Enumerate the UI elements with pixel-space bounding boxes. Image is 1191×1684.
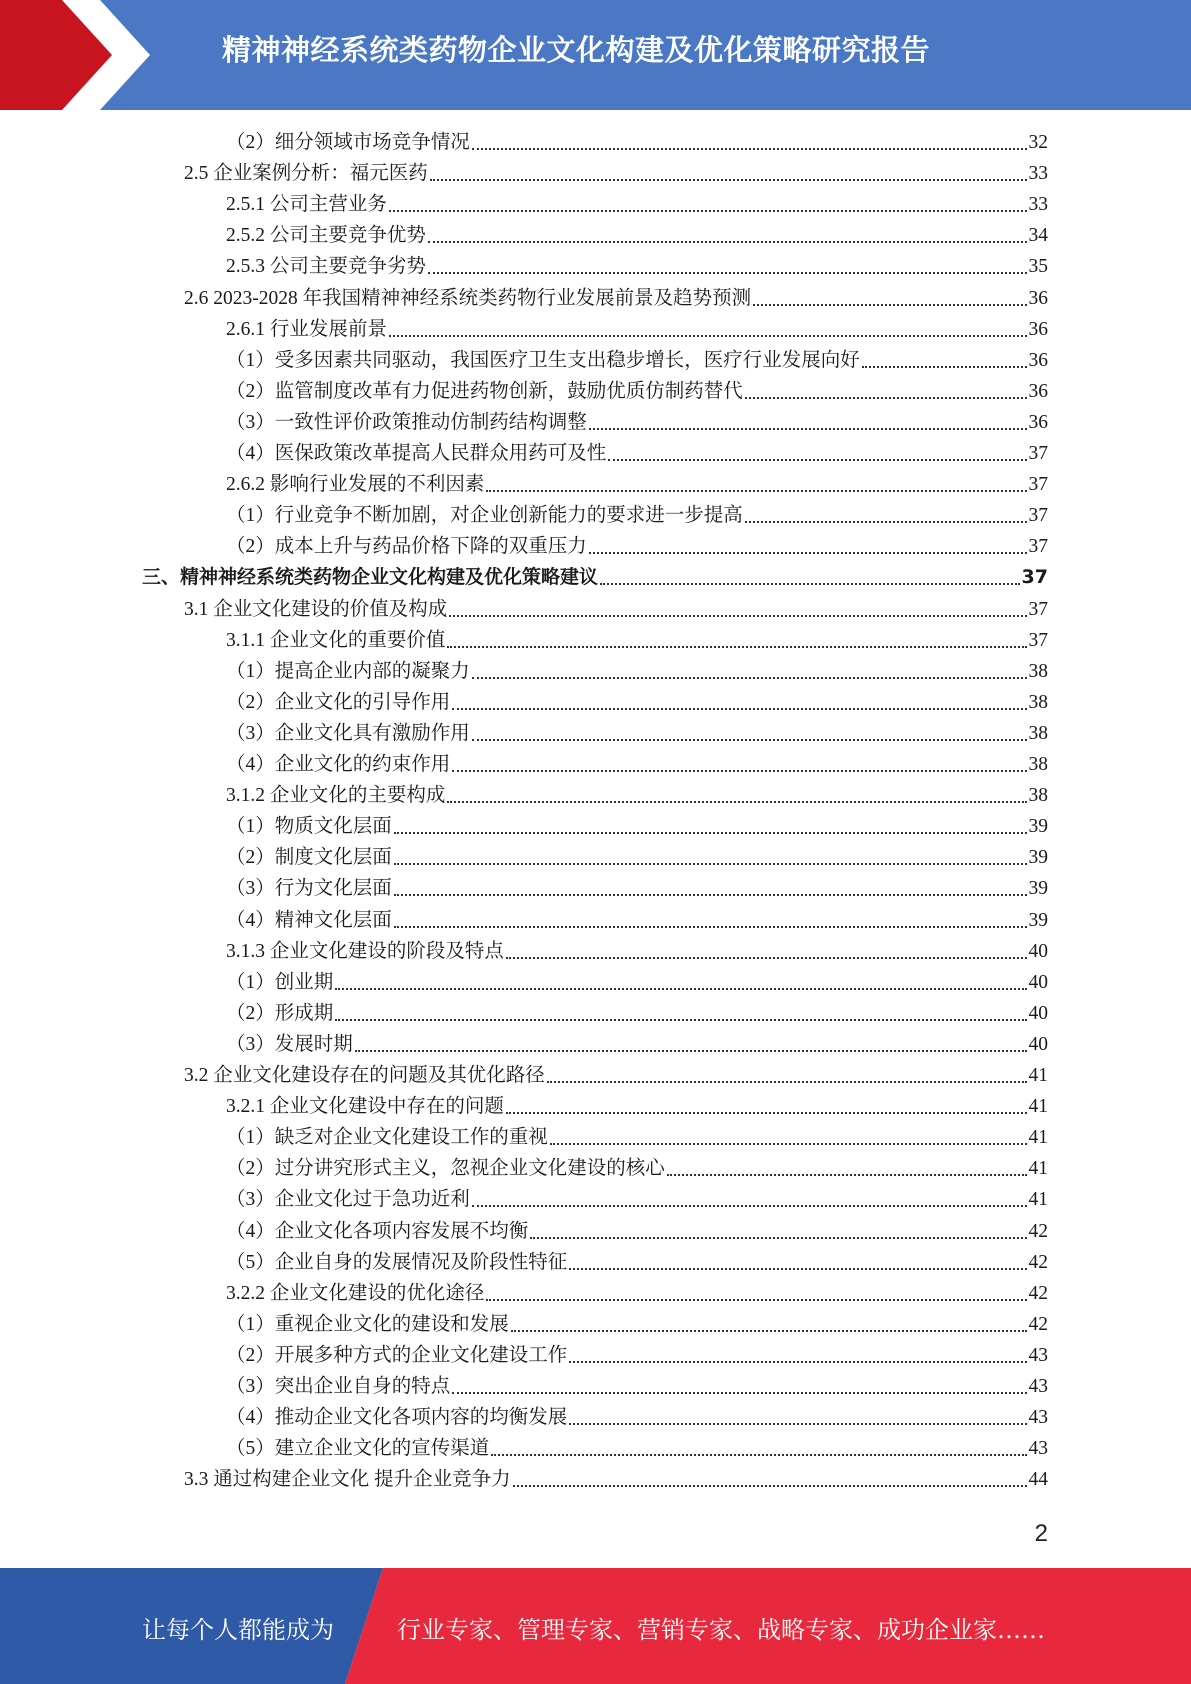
toc-entry[interactable]	[226, 749, 1048, 780]
toc-entry-label: （1）受多因素共同驱动，我国医疗卫生支出稳步增长，医疗行业发展向好	[226, 349, 860, 371]
toc-entry[interactable]	[142, 562, 1048, 593]
toc-leader-dots	[486, 1299, 1026, 1301]
toc-entry-page: 42	[1028, 1251, 1048, 1273]
toc-entry[interactable]	[226, 1122, 1048, 1153]
toc-entry-label: （3）突出企业自身的特点	[226, 1376, 451, 1397]
toc-entry[interactable]	[226, 469, 1048, 500]
toc-entry-page: 40	[1028, 940, 1048, 962]
toc-entry[interactable]	[226, 1216, 1048, 1247]
toc-entry-label: （1）缺乏对企业文化建设工作的重视	[226, 1127, 548, 1149]
toc-entry-label: 2.5.3 公司主要竞争劣势	[226, 256, 426, 278]
toc-entry-label: 3.1.3 企业文化建设的阶段及特点	[226, 940, 504, 962]
toc-leader-dots	[547, 1081, 1027, 1083]
toc-entry-page: 40	[1028, 1002, 1048, 1024]
toc-entry[interactable]	[226, 500, 1048, 531]
toc-entry[interactable]	[226, 531, 1048, 562]
toc-entry[interactable]	[226, 687, 1048, 718]
toc-entry[interactable]	[226, 220, 1048, 251]
toc-entry-label: （4）精神文化层面	[226, 909, 392, 931]
toc-entry-page: 33	[1028, 194, 1048, 216]
toc-entry-page: 42	[1028, 1220, 1048, 1242]
page-number: 2	[1034, 1520, 1048, 1547]
toc-entry[interactable]	[226, 842, 1048, 873]
toc-entry[interactable]	[226, 127, 1048, 158]
toc-leader-dots	[530, 1237, 1026, 1239]
toc-leader-dots	[506, 1112, 1027, 1114]
toc-entry-label: （3）一致性评价政策推动仿制药结构调整	[226, 411, 587, 433]
toc-entry[interactable]	[226, 967, 1048, 998]
toc-entry[interactable]	[226, 189, 1048, 220]
toc-entry-label: （2）制度文化层面	[226, 847, 392, 869]
toc-entry-label: （1）创业期	[226, 971, 334, 993]
toc-entry[interactable]	[226, 780, 1048, 811]
toc-leader-dots	[394, 894, 1027, 896]
toc-entry-label: 3.1.2 企业文化的主要构成	[226, 785, 446, 807]
toc-entry-label: 3.2 企业文化建设存在的问题及其优化路径	[184, 1065, 545, 1086]
toc-leader-dots	[447, 646, 1026, 648]
toc-leader-dots	[452, 770, 1026, 772]
toc-leader-dots	[355, 1050, 1027, 1052]
toc-entry[interactable]	[226, 1029, 1048, 1060]
footer-slogan-left: 让每个人都能成为	[142, 1616, 334, 1644]
toc-entry-label: 2.6 2023-2028 年我国精神神经系统类药物行业发展前景及趋势预测	[184, 287, 752, 309]
toc-entry[interactable]	[184, 1060, 1048, 1091]
toc-entry-page: 41	[1028, 1158, 1048, 1180]
toc-entry[interactable]	[226, 1433, 1048, 1464]
toc-entry-page: 39	[1028, 816, 1048, 838]
toc-leader-dots	[430, 179, 1027, 181]
toc-entry-page: 38	[1028, 691, 1048, 713]
toc-entry[interactable]	[226, 314, 1048, 345]
toc-leader-dots	[608, 459, 1026, 461]
toc-entry[interactable]	[184, 594, 1048, 625]
toc-entry-label: （3）发展时期	[226, 1033, 353, 1055]
toc-entry-page: 37	[1028, 474, 1048, 496]
toc-entry-page: 35	[1028, 256, 1048, 278]
toc-entry[interactable]	[226, 1340, 1048, 1371]
toc-entry-page: 38	[1028, 660, 1048, 682]
toc-entry-label: （2）形成期	[226, 1002, 334, 1024]
toc-leader-dots	[389, 335, 1027, 337]
toc-entry-label: （1）提高企业内部的凝聚力	[226, 660, 470, 682]
toc-entry-label: 3.1 企业文化建设的价值及构成	[184, 598, 448, 620]
toc-entry-page: 36	[1028, 349, 1048, 371]
toc-leader-dots	[452, 708, 1026, 710]
toc-entry-page: 34	[1028, 225, 1048, 247]
toc-entry-page: 39	[1028, 847, 1048, 869]
toc-entry-label: （5）建立企业文化的宣传渠道	[226, 1438, 490, 1460]
toc-entry-page: 32	[1028, 132, 1048, 153]
toc-entry[interactable]	[226, 1153, 1048, 1184]
toc-leader-dots	[491, 1454, 1026, 1456]
toc-leader-dots	[335, 988, 1026, 990]
toc-entry-label: （4）推动企业文化各项内容的均衡发展	[226, 1407, 568, 1429]
toc-entry-label: （4）医保政策改革提高人民群众用药可及性	[226, 443, 607, 464]
toc-entry[interactable]	[226, 438, 1048, 469]
toc-entry-page: 38	[1028, 722, 1048, 744]
toc-leader-dots	[745, 397, 1027, 399]
toc-leader-dots	[513, 1485, 1027, 1487]
toc-entry[interactable]	[226, 936, 1048, 967]
toc-entry-page: 42	[1028, 1313, 1048, 1335]
toc-leader-dots	[486, 490, 1026, 492]
toc-leader-dots	[569, 1361, 1026, 1363]
toc-entry-label: （4）企业文化各项内容发展不均衡	[226, 1220, 529, 1242]
toc-entry-page: 40	[1028, 1033, 1048, 1055]
toc-entry-page: 43	[1028, 1407, 1048, 1429]
toc-leader-dots	[428, 241, 1027, 243]
toc-entry[interactable]	[226, 1402, 1048, 1433]
toc-entry-label: 3.3 通过构建企业文化 提升企业竞争力	[184, 1469, 511, 1491]
toc-leader-dots	[394, 863, 1027, 865]
chevron-logo-icon	[0, 0, 160, 110]
toc-entry-label: （3）企业文化过于急功近利	[226, 1189, 470, 1211]
footer-banner	[0, 1568, 1191, 1684]
toc-entry[interactable]	[226, 1091, 1048, 1122]
toc-leader-dots	[511, 1330, 1027, 1332]
toc-entry-page: 43	[1028, 1376, 1048, 1397]
document-title: 精神神经系统类药物企业文化构建及优化策略研究报告	[222, 33, 931, 67]
toc-entry-page: 38	[1028, 785, 1048, 807]
toc-entry[interactable]	[226, 251, 1048, 282]
toc-entry-label: 2.6.2 影响行业发展的不利因素	[226, 474, 485, 496]
toc-leader-dots	[452, 1392, 1026, 1394]
toc-entry-label: （2）成本上升与药品价格下降的双重压力	[226, 536, 587, 558]
toc-entry[interactable]	[226, 376, 1048, 407]
toc-entry[interactable]	[226, 811, 1048, 842]
toc-leader-dots	[472, 739, 1027, 741]
toc-entry[interactable]	[226, 1309, 1048, 1340]
toc-entry-label: （2）企业文化的引导作用	[226, 691, 451, 713]
toc-entry-label: 2.5.2 公司主要竞争优势	[226, 225, 426, 247]
toc-entry-page: 36	[1028, 411, 1048, 433]
toc-leader-dots	[335, 1019, 1026, 1021]
toc-leader-dots	[753, 304, 1026, 306]
toc-leader-dots	[569, 1268, 1026, 1270]
toc-entry[interactable]	[226, 345, 1048, 376]
toc-entry[interactable]	[226, 998, 1048, 1029]
toc-entry-page: 37	[1028, 536, 1048, 558]
toc-entry-label: 3.2.2 企业文化建设的优化途径	[226, 1282, 485, 1304]
footer-slogan-right: 行业专家、管理专家、营销专家、战略专家、成功企业家……	[397, 1616, 1045, 1644]
toc-leader-dots	[394, 926, 1027, 928]
toc-entry-label: （2）细分领域市场竞争情况	[226, 132, 470, 153]
toc-entry-page: 43	[1028, 1344, 1048, 1366]
toc-leader-dots	[447, 801, 1026, 803]
toc-entry-page: 41	[1028, 1189, 1048, 1211]
toc-entry[interactable]	[226, 1371, 1048, 1402]
toc-entry-page: 39	[1028, 878, 1048, 900]
toc-entry-page: 37	[1028, 629, 1048, 651]
toc-leader-dots	[667, 1174, 1027, 1176]
toc-entry-page: 33	[1028, 163, 1048, 185]
toc-entry-page: 41	[1028, 1096, 1048, 1118]
toc-leader-dots	[862, 366, 1027, 368]
toc-leader-dots	[589, 428, 1027, 430]
toc-entry-label: 2.6.1 行业发展前景	[226, 318, 387, 340]
toc-entry-label: 2.5.1 公司主营业务	[226, 194, 387, 216]
toc-entry-label: （1）物质文化层面	[226, 816, 392, 838]
toc-entry[interactable]	[226, 718, 1048, 749]
toc-entry-label: 3.1.1 企业文化的重要价值	[226, 629, 446, 651]
toc-leader-dots	[428, 272, 1027, 274]
toc-entry-label: 3.2.1 企业文化建设中存在的问题	[226, 1096, 504, 1118]
header-banner	[0, 0, 1191, 110]
toc-entry[interactable]	[226, 407, 1048, 438]
toc-entry-label: 三、精神神经系统类药物企业文化构建及优化策略建议	[142, 566, 599, 589]
toc-entry-page: 41	[1028, 1127, 1048, 1149]
toc-entry-page: 37	[1021, 566, 1048, 589]
toc-entry-page: 42	[1028, 1282, 1048, 1304]
toc-entry[interactable]	[184, 1464, 1048, 1495]
toc-leader-dots	[472, 1205, 1027, 1207]
toc-entry-label: （5）企业自身的发展情况及阶段性特征	[226, 1251, 568, 1273]
toc-entry[interactable]	[226, 656, 1048, 687]
toc-entry[interactable]	[226, 905, 1048, 936]
toc-leader-dots	[394, 832, 1027, 834]
toc-entry-page: 44	[1028, 1469, 1048, 1491]
toc-entry-page: 41	[1028, 1065, 1048, 1086]
toc-leader-dots	[550, 1143, 1027, 1145]
toc-entry[interactable]	[184, 283, 1048, 314]
toc-entry-label: （4）企业文化的约束作用	[226, 754, 451, 775]
toc-leader-dots	[589, 552, 1027, 554]
toc-entry-page: 36	[1028, 318, 1048, 340]
toc-entry-label: （3）企业文化具有激励作用	[226, 722, 470, 744]
toc-entry-page: 43	[1028, 1438, 1048, 1460]
toc-leader-dots	[472, 148, 1027, 150]
toc-entry[interactable]	[226, 1247, 1048, 1278]
toc-entry[interactable]	[226, 625, 1048, 656]
toc-entry-page: 40	[1028, 971, 1048, 993]
toc-entry-page: 38	[1028, 754, 1048, 775]
toc-entry-label: （1）行业竞争不断加剧，对企业创新能力的要求进一步提高	[226, 505, 743, 527]
toc-entry-page: 37	[1028, 598, 1048, 620]
toc-entry-label: （2）监管制度改革有力促进药物创新，鼓励优质仿制药替代	[226, 380, 743, 402]
toc-leader-dots	[600, 583, 1020, 585]
toc-entry-label: （2）开展多种方式的企业文化建设工作	[226, 1344, 568, 1366]
toc-entry-label: （3）行为文化层面	[226, 878, 392, 900]
toc-entry-page: 37	[1028, 443, 1048, 464]
toc-leader-dots	[506, 957, 1027, 959]
toc-leader-dots	[389, 210, 1027, 212]
toc-entry[interactable]	[226, 1278, 1048, 1309]
toc-leader-dots	[449, 615, 1026, 617]
toc-entry-label: （1）重视企业文化的建设和发展	[226, 1313, 509, 1335]
toc-leader-dots	[472, 677, 1027, 679]
toc-entry-page: 36	[1028, 287, 1048, 309]
toc-entry[interactable]	[184, 158, 1048, 189]
toc-entry-page: 39	[1028, 909, 1048, 931]
toc-entry-label: （2）过分讲究形式主义，忽视企业文化建设的核心	[226, 1158, 665, 1180]
toc-entry-page: 36	[1028, 380, 1048, 402]
toc-leader-dots	[745, 521, 1027, 523]
toc-entry[interactable]	[226, 1184, 1048, 1215]
toc-entry-label: 2.5 企业案例分析：福元医药	[184, 163, 428, 185]
toc-entry-page: 37	[1028, 505, 1048, 527]
toc-entry[interactable]	[226, 873, 1048, 904]
toc-leader-dots	[569, 1423, 1026, 1425]
